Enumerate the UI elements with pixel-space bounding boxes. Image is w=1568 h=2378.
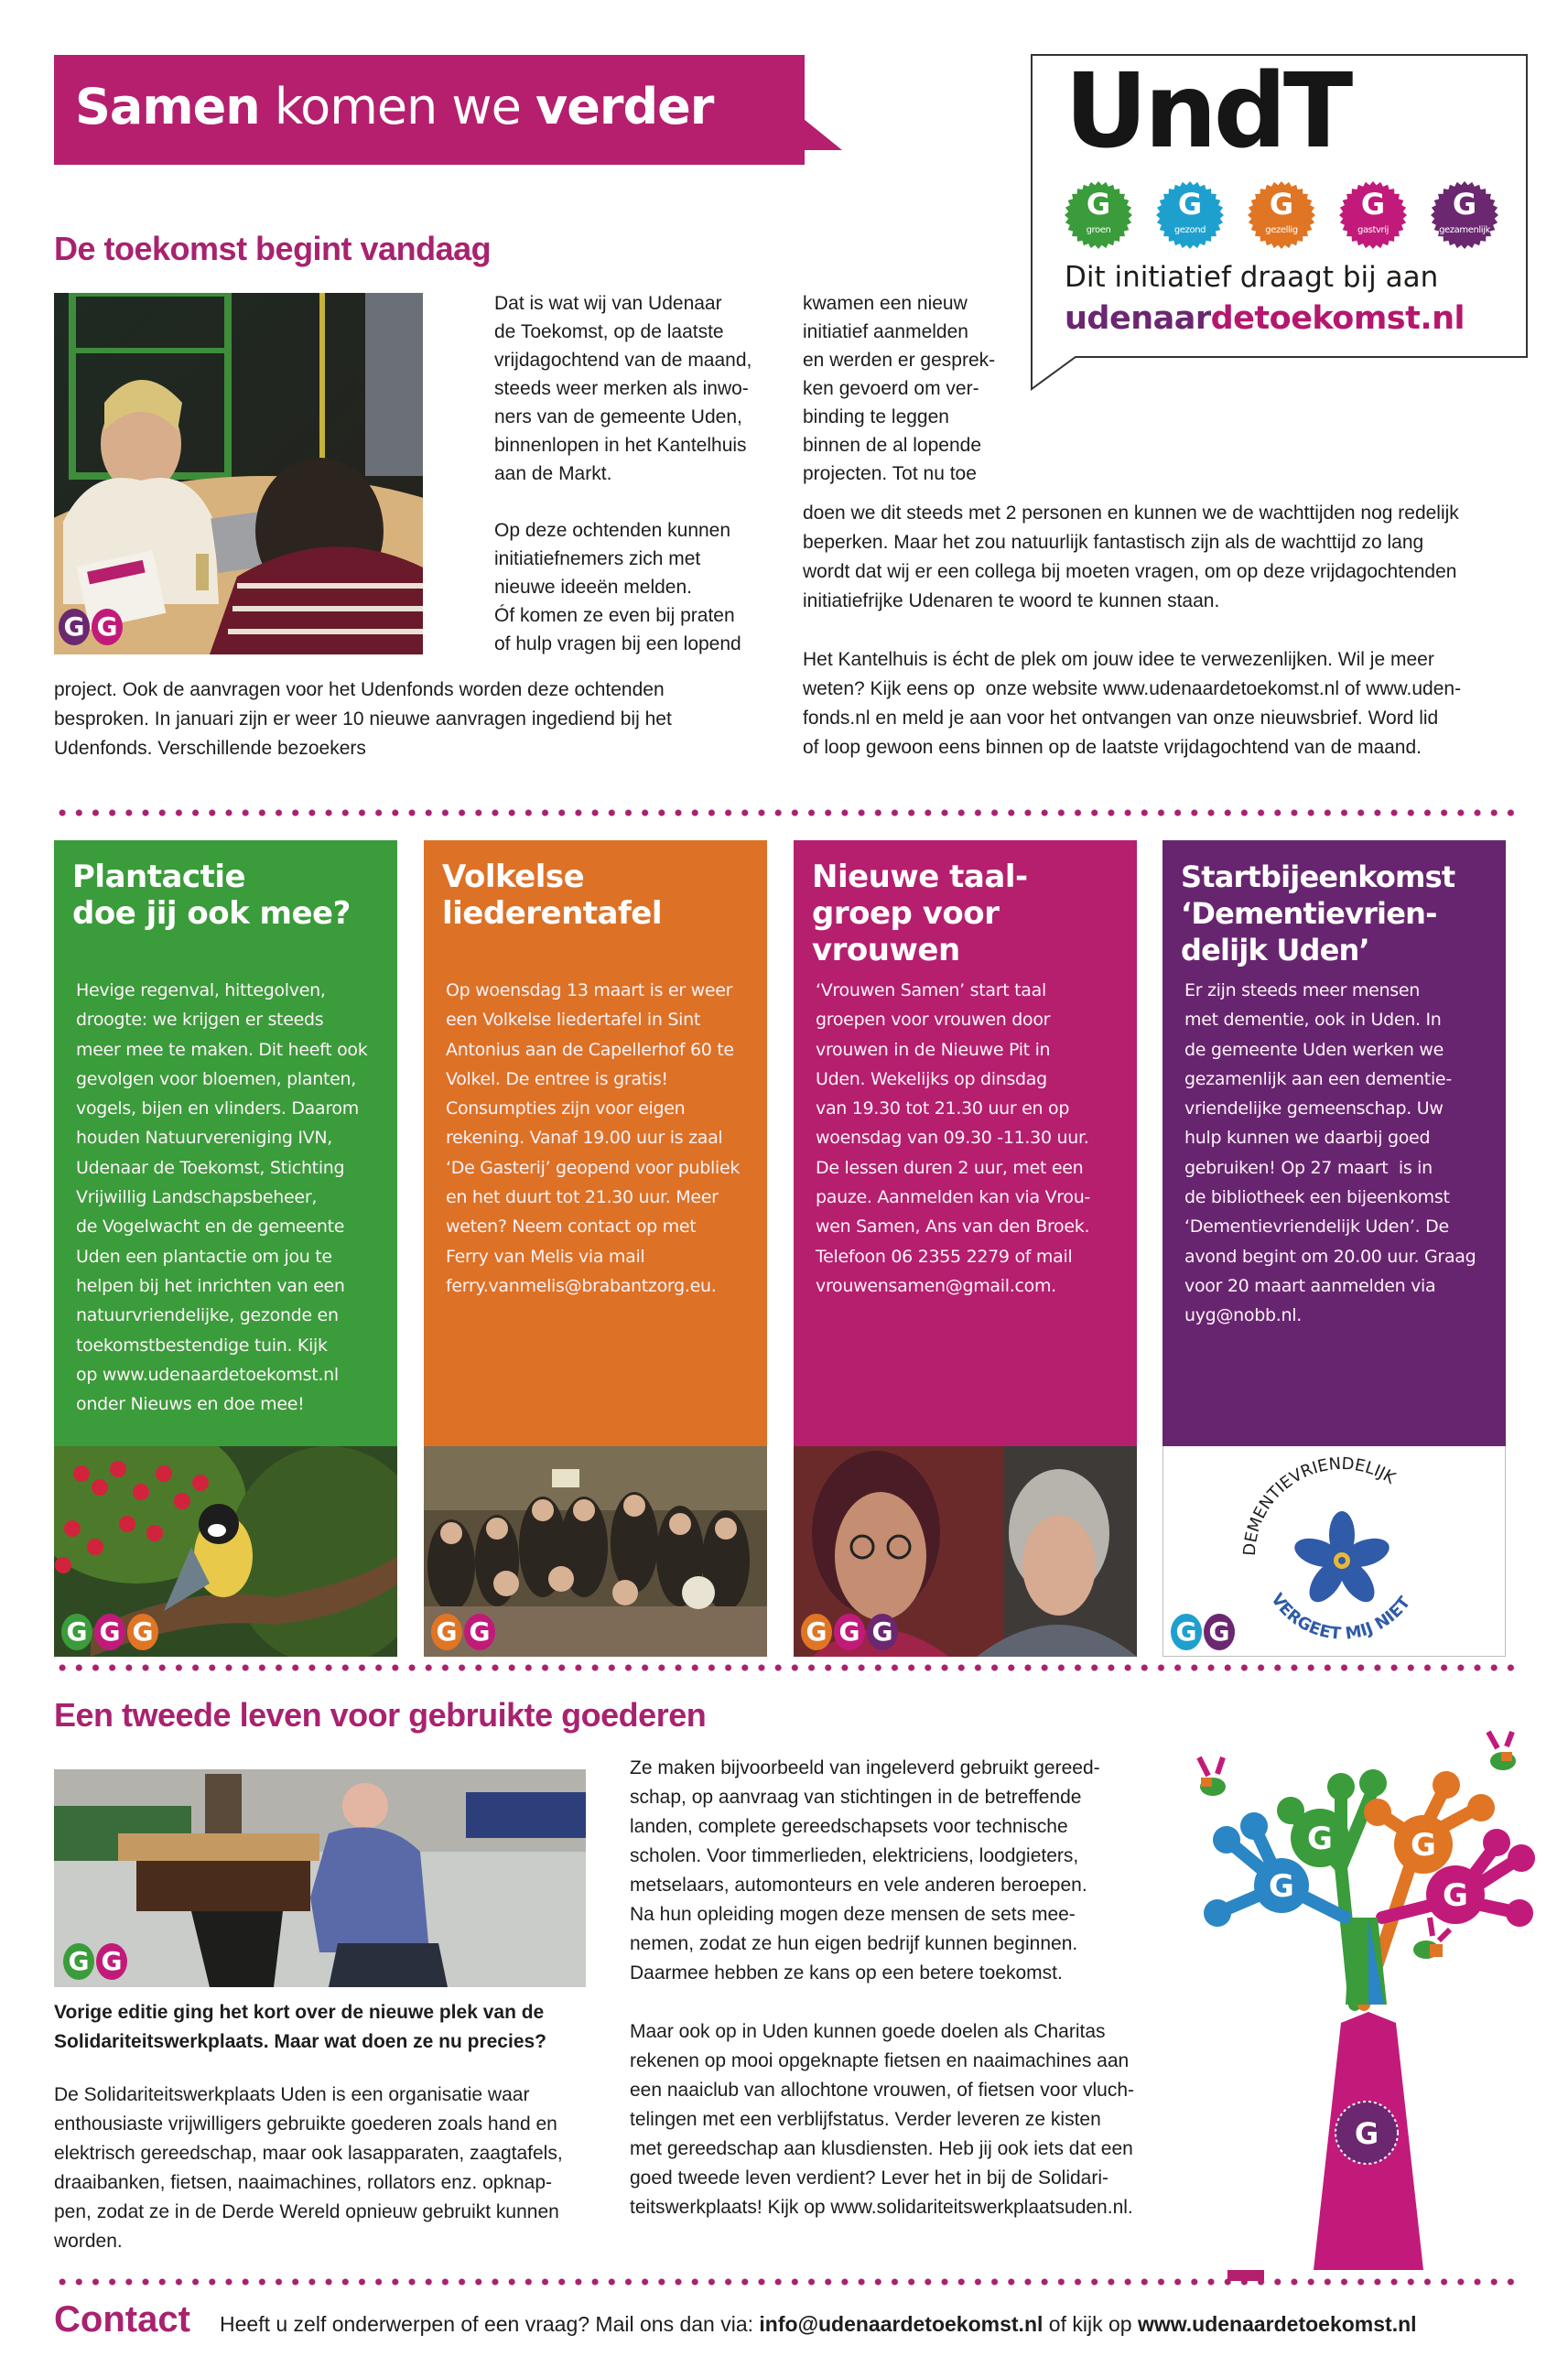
contact-website-link[interactable]: www.udenaardetoekomst.nl [1137, 2312, 1417, 2336]
article1-column2-wide-text: doen we dit steeds met 2 personen en kunnen we de wachttijden nog redelijk beperken. Maar het zou natuurlijk fantastisch zijn als de wachttijd zo lang wordt dat wij er een collega bij moeten vragen, om op deze vrijdagochtenden initiatiefrijke Udenaren te woord te kunnen staan. Het Kantelhuis is écht de plek om jouw idee te verwezenlijken. Wil je meer weten? Kijk eens op onze website www.udenaardetoekomst.nl of www.uden- fonds.nl en meld je aan voor het ontvangen van onze nieuwsbrief. Word lid of loop gewoon eens binnen op de laatste vrijdagochtend van de maand. [803, 503, 1462, 758]
column-plantactie [54, 840, 397, 1446]
singing-group-photo [424, 1446, 767, 1657]
column-liederentafel [424, 840, 767, 1446]
tree-letter-gezamenlijk: G [1354, 2116, 1379, 2151]
dotted-divider [54, 1664, 1519, 1671]
article2-lead: Vorige editie ging het kort over de nieuwe plek van de Solidariteitswerkplaats. Maar wat doen ze nu precies? [54, 2002, 547, 2052]
badge-gezamenlijk [1431, 181, 1498, 249]
undt-logo: UndT [1065, 52, 1350, 171]
tree-letter-groen: G [1307, 1821, 1333, 1857]
dotted-divider [54, 2278, 1519, 2286]
g-badge-gastvrij: G [464, 1614, 495, 1650]
column-title: Nieuwe taal- groep voor vrouwen [812, 859, 1028, 968]
g-badge-gastvrij: G [94, 1614, 125, 1650]
g-badge-gastvrij: G [834, 1614, 865, 1650]
article1-column1-wide-text: project. Ook de aanvragen voor het Udenfonds worden deze ochtenden besproken. In januari zijn er weer 10 nieuwe aanvragen ingediend bij het Udenfonds. Verschillende bezoekers [54, 679, 672, 759]
badge-gezellig [1248, 181, 1315, 249]
article2-body-right: Ze maken bijvoorbeeld van ingeleverd gebruikt gereed- schap, op aanvraag van stichtingen in de betreffende landen, complete gereedschapsets voor technische scholen. Voor timmerlieden, elektriciens, loodgieters, metselaars, automonteurs en vele anderen beroepen. Na hun opleiding mogen deze mensen de sets mee- nemen, zodat ze hun eigen bedrijf kunnen beginnen. Daarmee hebben ze kans op een betere toekomst. Maar ook op in Uden kunnen goede doelen als Charitas rekenen op mooi opgeknapte fietsen en naaimachines aan een naaiclub van allochtone vrouwen, of fietsen voor vluch- telingen met een verblijfstatus. Verder leveren ze kisten met gereedschap aan klusdiensten. Heb jij ook iets dat een goed tweede leven verdient? Lever het in bij de Solidari- teitswerkplaats! Kijk op www.solidariteitswerkplaatsuden.nl. [630, 1757, 1135, 2218]
title-word-samen: Samen [75, 78, 260, 135]
bird-photo [54, 1446, 397, 1657]
logo-arc-bottom: VERGEET MIJ NIET [1267, 1590, 1415, 1644]
g-badge-gezellig: G [801, 1614, 832, 1650]
g-badge-gezellig: G [431, 1614, 462, 1650]
corner-accent-bar [1227, 2270, 1264, 2281]
column-title: Volkelse liederentafel [442, 859, 662, 932]
g-badges-row [1065, 181, 1498, 249]
badge-label: groen [1086, 225, 1111, 235]
contact-line [220, 2310, 1417, 2338]
g-badge-gastvrij: G [96, 1943, 127, 1980]
badge-letter: G [1086, 187, 1111, 222]
meeting-photo [54, 293, 423, 654]
logo-url[interactable] [1065, 298, 1465, 339]
column-body: ‘Vrouwen Samen’ start taal groepen voor vrouwen door vrouwen in de Nieuwe Pit in Uden. Wekelijks op dinsdag van 19.30 tot 21.30 uur en op woensdag van 09.30 -11.30 uur. De lessen duren 2 uur, met een pauze. Aanmelden kan via Vrou- wen Samen, Ans van den Broek. Telefoon 06 2355 2279 of mail vrouwensamen@gmail.com. [816, 980, 1090, 1296]
g-badge-gezamenlijk: G [867, 1614, 898, 1650]
contact-text: Heeft u zelf onderwerpen of een vraag? Mail ons dan via: [220, 2312, 760, 2336]
g-badge-gezamenlijk: G [1204, 1614, 1235, 1650]
bee-icon [1413, 1918, 1450, 1959]
g-badge-gezamenlijk: G [59, 609, 90, 645]
column-body: Er zijn steeds meer mensen met dementie, ook in Uden. In de gemeente Uden werken we gezamenlijk aan een dementie- vriendelijke gemeenschap. Uw hulp kunnen we daarbij goed gebruiken! Op 27 maart is in de bibliotheek een bijeenkomst ‘Dementievriendelijk Uden’. De avond begint om 20.00 uur. Graag voor 20 maart aanmelden via uyg@nobb.nl. [1184, 980, 1476, 1326]
title-word-verder: verder [535, 78, 714, 135]
banner-ribbon-tail [804, 55, 848, 165]
article1-photo [54, 293, 423, 654]
badge-label: gezellig [1265, 225, 1298, 235]
tree-letter-gezond: G [1269, 1868, 1294, 1905]
g-badge-gastvrij: G [92, 609, 123, 645]
contact-text: of kijk op [1043, 2312, 1138, 2336]
contact-email-link[interactable]: info@udenaardetoekomst.nl [759, 2312, 1044, 2336]
badge-letter: G [1269, 187, 1294, 222]
workshop-photo [54, 1769, 586, 1987]
article2-body-left: De Solidariteitswerkplaats Uden is een organisatie waar enthousiaste vrijwilligers gebruikte goederen zoals hand en elektrisch gereedschap, maar ook lasapparaten, zaagtafels, draaibanken, fietsen, naaimachines, rollators enz. opknap- pen, zodat ze in de Derde Wereld opnieuw gebruikt kunnen worden. [54, 2084, 563, 2252]
column-body: Hevige regenval, hittegolven, droogte: we krijgen er steeds meer mee te maken. Dit heeft ook gevolgen voor bloemen, planten, vogels, bijen en vlinders. Daarom houden Natuurvereniging IVN, Udenaar de Toekomst, Stichting Vrijwillig Landschapsbeheer, de Vogelwacht en de gemeente Uden een plantactie om jou te helpen bij het inrichten van een natuurvriendelijke, gezonde en toekomstbestendige tuin. Kijk op www.udenaardetoekomst.nl onder Nieuws en doe mee! [76, 980, 368, 1415]
tree-letter-gezellig: G [1411, 1827, 1436, 1864]
column-title: Plantactie doe jij ook mee? [72, 859, 351, 932]
g-tree-illustration [1190, 1721, 1547, 2270]
badge-groen [1065, 181, 1132, 249]
bee-icon [1488, 1732, 1516, 1770]
title-word-middle: komen we [259, 78, 535, 135]
g-badge-groen: G [63, 1943, 94, 1980]
bee-icon [1199, 1757, 1226, 1796]
g-badge-groen: G [61, 1614, 92, 1650]
badge-label: gezamenlijk [1439, 225, 1490, 235]
logo-url-part2: detoekomst.nl [1210, 300, 1465, 337]
article1-title: De toekomst begint vandaag [54, 230, 492, 267]
badge-letter: G [1452, 187, 1477, 222]
badge-label: gezond [1173, 225, 1206, 235]
column-title: Startbijeenkomst ‘Dementievrien- delijk Uden’ [1181, 859, 1455, 967]
page-title [75, 75, 713, 139]
badge-letter: G [1360, 187, 1386, 222]
article1-column1-text: Dat is wat wij van Udenaar de Toekomst, op de laatste vrijdagochtend van de maand, steeds weer merken als inwo- ners van de gemeente Uden, binnenlopen in het Kantelhuis aan de Markt. Op deze ochtenden kunnen initiatiefnemers zich met nieuwe ideeën melden. Óf komen ze even bij praten of hulp vragen bij een lopend [494, 293, 752, 654]
badge-gezond [1156, 181, 1224, 249]
logo-url-part1: udenaar [1065, 300, 1211, 337]
column-dementievriendelijk [1162, 840, 1506, 1446]
article1-column2-text: kwamen een nieuw initiatief aanmelden en werden er gesprek- ken gevoerd om ver- binding te leggen binnen de al lopende projecten. Tot nu toe [803, 293, 996, 484]
column-body: Op woensdag 13 maart is er weer een Volkelse liedertafel in Sint Antonius aan de Capellerhof 60 te Volkel. De entree is gratis! Consumpties zijn voor eigen rekening. Vanaf 19.00 uur is zaal ‘De Gasterij’ geopend voor publiek en het duurt tot 21.30 uur. Meer weten? Neem contact op met Ferry van Melis via mail ferry.vanmelis@brabantzorg.eu. [446, 980, 741, 1296]
badge-label: gastvrij [1357, 225, 1389, 235]
logo-tagline: Dit initiatief draagt bij aan [1065, 261, 1439, 294]
column-taalgroep [794, 840, 1137, 1446]
dementievriendelijk-logo [1162, 1446, 1506, 1657]
g-badge-gezond: G [1171, 1614, 1202, 1650]
forget-me-not-flower-icon [1291, 1511, 1392, 1608]
dotted-divider [54, 809, 1519, 816]
badge-letter: G [1177, 187, 1203, 222]
women-photo [794, 1446, 1137, 1657]
tree-letter-gastvrij: G [1443, 1877, 1468, 1914]
badge-gastvrij [1339, 181, 1407, 249]
g-badge-gezellig: G [127, 1614, 158, 1650]
contact-label: Contact [54, 2299, 190, 2340]
article2-title: Een tweede leven voor gebruikte goederen [54, 1696, 707, 1734]
logo-arc-top: DEMENTIEVRIENDELIJK [1239, 1454, 1400, 1557]
